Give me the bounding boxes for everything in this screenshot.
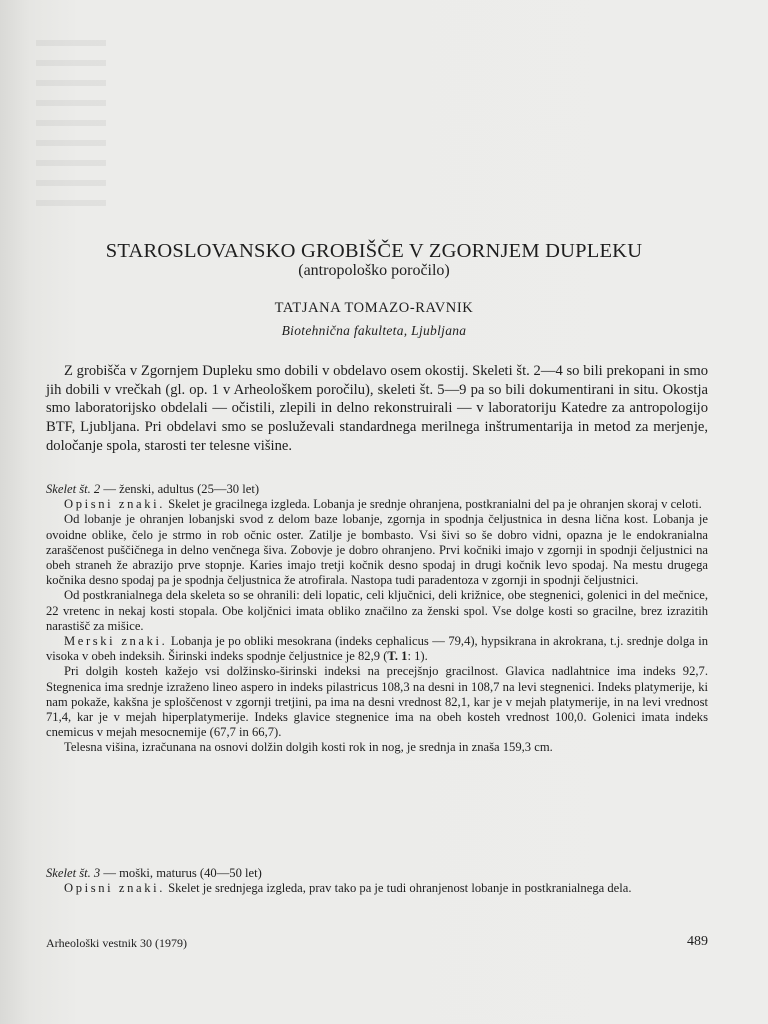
skelet-2-label: Skelet št. 2 <box>46 482 101 496</box>
skelet-2-opisni-paragraph <box>46 497 708 512</box>
opisni-znaki-label-2: Opisni znaki. <box>64 881 165 896</box>
skelet-2-section <box>46 482 708 756</box>
journal-citation: Arheološki vestnik 30 (1979) <box>46 936 187 950</box>
skelet-3-section <box>46 866 708 896</box>
skelet-2-merski-paragraph <box>46 634 708 664</box>
skelet-3-opisni-paragraph <box>46 881 708 896</box>
skelet-2-postkranialni-paragraph: Od postkranialnega dela skeleta so se ohranili: deli lopatic, celi ključnici, deli križnice, obe stegnenici, golenici in del mečnice, 22 vretenc in nekaj kosti stopala. Obe koljčnici imata obliko značilno za ženski spol. Vse dolge kosti so gracilne, brez izrazitih narastišč za mišice. <box>46 588 708 633</box>
skelet-3-heading <box>46 866 708 881</box>
skelet-2-heading <box>46 482 708 497</box>
skelet-2-lobanja-paragraph: Od lobanje je ohranjen lobanjski svod z delom baze lobanje, zgornja in spodnja čeljustnica in desna lična kost. Lobanja je ovoidne oblike, čelo je strmo in rob očnic oster. Zatilje je bombasto. Vsi šivi so še dobro vidni, opazna je le endokranialna zaraščenost puščičnega in delno venčnega šiva. Zobovje je dobro ohranjeno. Prvi kočniki imajo v zgornji in spodnji čeljustnici na obeh straneh že abrazijo prve stopnje. Karies imajo tretji kočnik desno spodaj in drugi kočnik levo spodaj. Na mestu drugega kočnika desno spodaj pa je spodnja čeljustnica že atrofirala. Nastopa tudi paradentoza v zgornji in spodnji čeljustnici. <box>46 512 708 588</box>
skelet-3-opisni-text: Skelet je srednjega izgleda, prav tako pa je tudi ohranjenost lobanje in postkranialnega dela. <box>164 881 632 896</box>
skelet-2-merski-text: Lobanja je po obliki mesokrana (indeks cephalicus — 79,4), hypsikrana in akrokrana, t.j. srednje dolga in visoka v obeh indeksih. Širinski indeks spodnje čeljustnice je 82,9 ( <box>46 634 708 664</box>
bleed-through-shadow <box>36 40 106 210</box>
intro-paragraph: Z grobišča v Zgornjem Dupleku smo dobili v obdelavo osem okostij. Skeleti št. 2—4 so bili prekopani in smo jih dobili v vrečkah (gl. op. 1 v Arheološkem poročilu), skeleti št. 5—9 pa so bili dokumentirani in situ. Okostja smo laboratorijsko obdelali — očistili, zlepili in delno rekonstruirali — v laboratoriju Katedre za antropologijo BTF, Ljubljana. Pri obdelavi smo se posluževali standardnega merilnega inštrumentarija in metod za merjenje, določanje spola, starosti ter telesne višine. <box>46 363 708 454</box>
author-affiliation: Biotehnična fakulteta, Ljubljana <box>281 323 467 338</box>
skelet-3-desc: — moški, maturus (40—50 let) <box>100 866 262 880</box>
article-subtitle: (antropološko poročilo) <box>298 262 450 279</box>
skelet-2-dolge-kosti-paragraph: Pri dolgih kosteh kažejo vsi dolžinsko-širinski indeksi na precejšnjo gracilnost. Glavica nadlahtnice ima indeks 92,7. Stegnenica ima srednje izraženo lineo aspero in indeks pilastricus 108,3 na desni in 108,7 na levi stegnenici. Indeks platymerije, ki nam pokaže, kakšna je sploščenost v zgornji tretjini, pa ima na desni vrednost 82,1, kar je v mejah platymerije, in na levi vrednost 71,4, kar je v mejah hiperplatymerije. Indeks glavice stegnenice ima na obeh kosteh vrednost 100,0. Golenici imata indeks cnemicus v mejah mesocnemije (67,7 in 66,7). <box>46 664 708 740</box>
opisni-znaki-label: Opisni znaki. <box>64 497 165 512</box>
skelet-3-label: Skelet št. 3 <box>46 866 101 880</box>
merski-znaki-label: Merski znaki. <box>64 634 168 649</box>
author-name: TATJANA TOMAZO-RAVNIK <box>274 300 474 316</box>
table-reference: T. 1 <box>387 649 408 664</box>
article-title: STAROSLOVANSKO GROBIŠČE V ZGORNJEM DUPLEKU <box>105 240 643 262</box>
page-number: 489 <box>687 934 708 949</box>
skelet-2-telesna-visina-paragraph: Telesna višina, izračunana na osnovi dolžin dolgih kosti rok in nog, je srednja in znaša 159,3 cm. <box>64 740 553 755</box>
skelet-2-opisni-text: Skelet je gracilnega izgleda. Lobanja je srednje ohranjena, postkranialni del pa je ohranjen skoraj v celoti. <box>164 497 702 512</box>
skelet-2-desc: — ženski, adultus (25—30 let) <box>100 482 260 496</box>
skelet-2-merski-end: : 1). <box>407 649 428 664</box>
